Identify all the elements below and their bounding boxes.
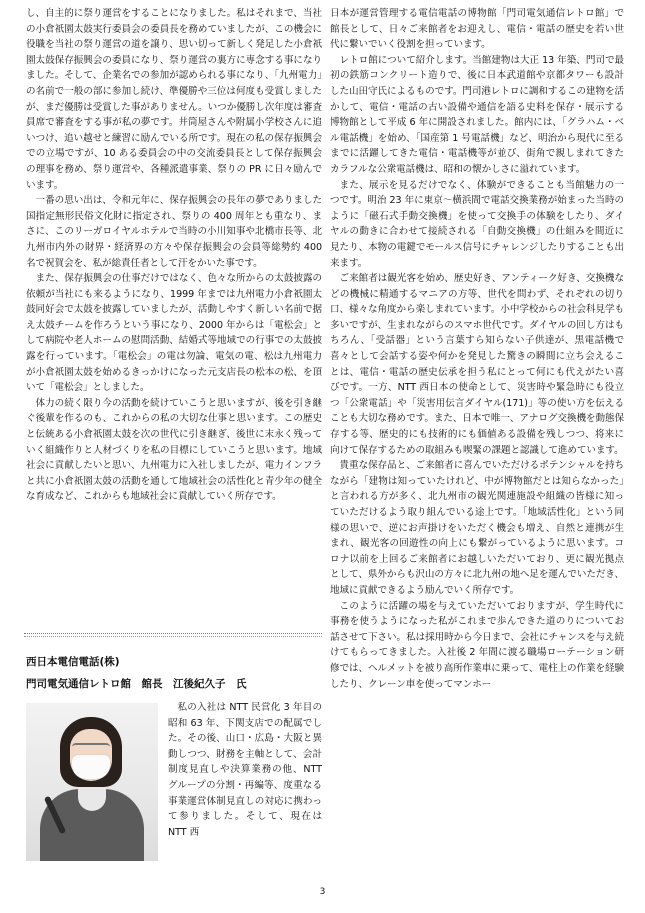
photo-mask-shape	[72, 755, 110, 779]
dotted-divider	[24, 636, 322, 639]
paragraph: し、自主的に祭り運営をすることになりました。私はそれまで、当社の小倉祇園太鼓実行委員会の委員長を務めていましたが、この機会に役職を当社の祭り運営の道を譲り、思い切って新しく発足した小倉祇園太鼓保存振興会の委員になり、祭り運営の裏方に専念する事になりました。そして、企業名での参加が認められる事になり、「九州電力」の名前で一般の部に参加し続け、準優勝や三位は何度も受賞しましたが、まだ優勝は受賞した事がありません。いつか優勝し次年度は審査員席で審査をする事が私の夢です。井筒屋さんや附属小学校さんに追いつけ、追い越せと練習に励んでいる所です。現在の私の保存振興会での立場ですが、10 ある委員会の中の交流委員長として保存振興会の理事を務め、祭り運営や、各種派遣事業、祭りの PR に日々励んでいます。	[26, 8, 322, 191]
speaker-photo	[26, 703, 158, 861]
photo-glasses-shape	[72, 743, 110, 753]
speaker-bio	[168, 700, 322, 840]
paragraph: 体力の続く限り今の活動を続けていこうと思いますが、後を引き継ぐ後輩を作るのも、これからの私の大切な仕事と思います。この歴史と伝統ある小倉祇園太鼓を次の世代に引き継ぎ、後世に末永く残っていく組織作りと人材づくりを私の目標にしていこうと思います。地域社会に貢献したいと思い、九州電力に入社しましたが、電力インフラと共に小倉祇園太鼓の活動を通して地域社会の活性化と青少年の健全な育成など、これからも地域社会に貢献していく所存です。	[26, 397, 322, 503]
page-number: 3	[319, 887, 326, 897]
paragraph: このように活躍の場を与えていただいておりますが、学生時代に事務を使うようになった私がこれまで歩んできた道のりについてお話させて下さい。私は採用時から今日まで、会社にチャンスを与え続けてもらってきました。入社後 2 年間に渡る職場ローテーション研修では、ヘルメットを被り高所作業車に乗って、電柱上の作業を経験したり、クレーン車を使ってマンホー	[330, 600, 624, 690]
paragraph: ご来館者は観光客を始め、歴史好き、アンティーク好き、交換機などの機械に精通するマニアの方等、世代を問わず、それぞれの切り口、様々な角度から楽しまれています。小中学校からの社会科見学も多いですが、生まれながらのスマホ世代です。ダイヤルの回し方はもちろん、「受話器」という言葉すら知らない子供達が、黒電話機で喜々として会話する姿や何かを発見した驚きの瞬間に立ち会えることは、電信・電話の歴史伝承を担う私にとって何にも代えがたい喜びです。一方、NTT 西日本の使命として、災害時や緊急時にも役立つ「公衆電話」や「災害用伝言ダイヤル(171)」等の使い方を伝えることも大切な務めです。また、日本で唯一、アナログ交換機を動態保存する等、歴史的にも技術的にも価値ある設備を残しつつ、将来に向けて保存するための取組みも喫緊の課題と認識して進めています。	[330, 273, 624, 456]
paragraph: また、展示を見るだけでなく、体験ができることも当館魅力の一つです。明治 23 年に東京～横浜間で電話交換業務が始まった当時のように「磁石式手動交換機」を使って交換手の体験をしたり、ダイヤルの動きに合わせて接続される「自動交換機」の仕組みを間近に見たり、本物の電鍵でモールス信号にチャレンジしたりすることも出来ます。	[330, 179, 624, 269]
company-name: 西日本電信電話(株)	[26, 656, 120, 668]
left-article-column	[26, 6, 322, 505]
right-article-column	[330, 6, 624, 692]
paragraph: 一番の思い出は、令和元年に、保存振興会の長年の夢でありました国指定無形民俗文化財に指定され、祭りの 400 周年とも重なり、まさに、このリーガロイヤルホテルで当時の小川知事や北橋市長等、北九州市内外の財界・経済界の方々や保存振興会の会員等総勢約 400 名で祝賀会を、私が総責任者として汗をかいた事です。	[26, 195, 322, 269]
paragraph: また、保存振興会の仕事だけではなく、色々な所からの太鼓披露の依頼が当社にも来るようになり、1999 年までは九州電力小倉祇園太鼓同好会で太鼓を披露していましたが、活動しやすく新しい名前で据え太鼓チームを作ろうという事になり、2000 年からは「電松会」として病院や老人ホームの慰問活動、結婚式等地域での行事での太鼓披露を行っています。「電松会」の電は勿論、電気の電、松は九州電力が小倉祇園太鼓を始めるきっかけになった元支店長の松本の松、を頂いて「電松会」としました。	[26, 273, 322, 394]
paragraph: 貴重な保存品と、ご来館者に喜んでいただけるポテンシャルを持ちながら「建物は知っていたけれど、中が博物館だとは知らなかった」と言われる方が多く、北九州市の観光関連施設や組織の皆様に知っていただけるよう取り組んでいる途上です。「地域活性化」という同様の思いで、逆にお声掛けをいただく機会も増え、自然と連携が生まれ、観光客の回遊性の向上にも繋がっているように思います。コロナ以前を上回るご来館者にお越しいただいており、更に観光拠点として、県外からも沢山の方々に北九州の地へ足を運んでいただき、地域に貢献できるよう励んでいく所存です。	[330, 460, 624, 596]
paragraph: 私の入社は NTT 民営化 3 年目の昭和 63 年、下関支店での配属でした。その後、山口・広島・大阪と異動しつつ、財務を主軸として、会計制度見直しや決算業務の他、NTT グループの分割・再編等、度重なる事業運営体制見直しの対応に携わって参りました。そして、現在は NTT 西	[168, 702, 322, 838]
paragraph: 日本が運営管理する電信電話の博物館「門司電気通信レトロ館」で館長として、日々ご来館者をお迎えし、電信・電話の歴史を若い世代に繋いでいく役割を担っています。	[330, 8, 624, 51]
paragraph: レトロ館について紹介します。当館建物は大正 13 年築、門司で最初の鉄筋コンクリート造りで、後に日本武道館や京都タワーも設計した山田守氏によるものです。門司港レトロに調和するこの建物を活かして、電信・電話の古い設備や通信を語る史料を保存・展示する博物館として平成 6 年に開設されました。館内には、「グラハム・ベル電話機」を始め、「国産第 1 号電話機」など、明治から現代に至るまでに活躍してきた電信・電話機等が並び、街角で親しまれてきたカラフルな公衆電話機は、昭和の懐かしさに溢れています。	[330, 54, 624, 175]
speaker-title: 門司電気通信レトロ館 館長 江後紀久子 氏	[26, 678, 247, 690]
